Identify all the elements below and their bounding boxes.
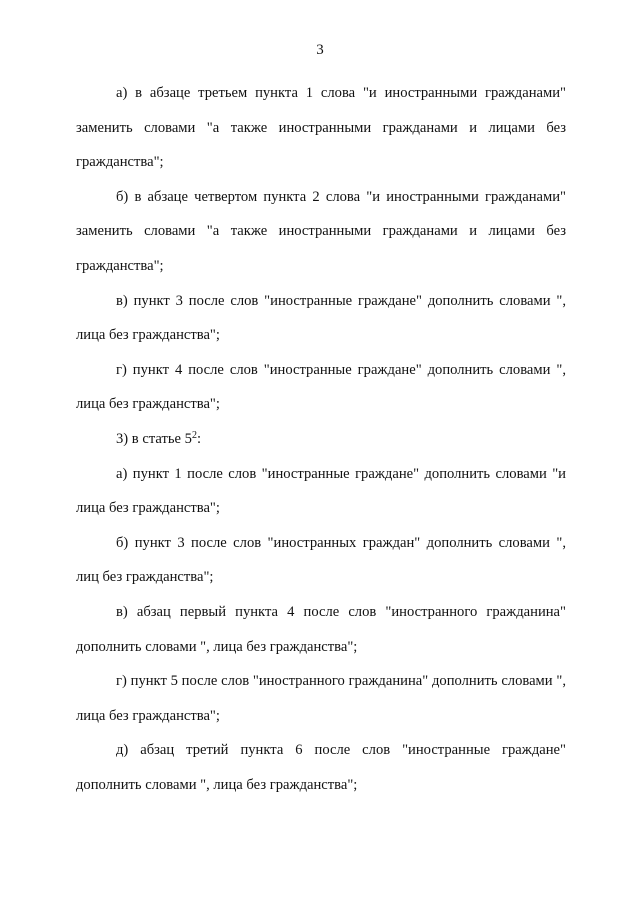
sub-paragraph-b: б) пункт 3 после слов "иностранных граждан" дополнить словами ", лиц без гражданства"; bbox=[76, 534, 566, 586]
paragraph-b: б) в абзаце четвертом пункта 2 слова "и иностранными гражданами" заменить словами "а также иностранными гражданами и лицами без гражданства"; bbox=[76, 188, 566, 274]
paragraph-v: в) пункт 3 после слов "иностранные граждане" дополнить словами ", лица без гражданства"; bbox=[76, 292, 566, 344]
document-body bbox=[76, 76, 566, 802]
sub-paragraph-a: а) пункт 1 после слов "иностранные граждане" дополнить словами "и лица без гражданства"; bbox=[76, 465, 566, 517]
sub-paragraph-v: в) абзац первый пункта 4 после слов "иностранного гражданина" дополнить словами ", лица без гражданства"; bbox=[76, 603, 566, 655]
article-heading-suffix: : bbox=[196, 430, 201, 447]
article-heading-text: 3) в статье 5 bbox=[116, 430, 192, 447]
article-heading bbox=[76, 422, 566, 457]
page-number: 3 bbox=[316, 42, 324, 58]
paragraph-a: а) в абзаце третьем пункта 1 слова "и иностранными гражданами" заменить словами "а также иностранными гражданами и лицами без гражданства"; bbox=[76, 85, 566, 171]
sub-paragraph-d: д) абзац третий пункта 6 после слов "иностранные граждане" дополнить словами ", лица без гражданства"; bbox=[76, 742, 566, 793]
paragraph-g: г) пункт 4 после слов "иностранные граждане" дополнить словами ", лица без гражданства"; bbox=[76, 361, 566, 413]
sub-paragraph-g: г) пункт 5 после слов "иностранного гражданина" дополнить словами ", лица без гражданства"; bbox=[76, 673, 566, 724]
article-heading-superscript: 2 bbox=[191, 429, 197, 441]
